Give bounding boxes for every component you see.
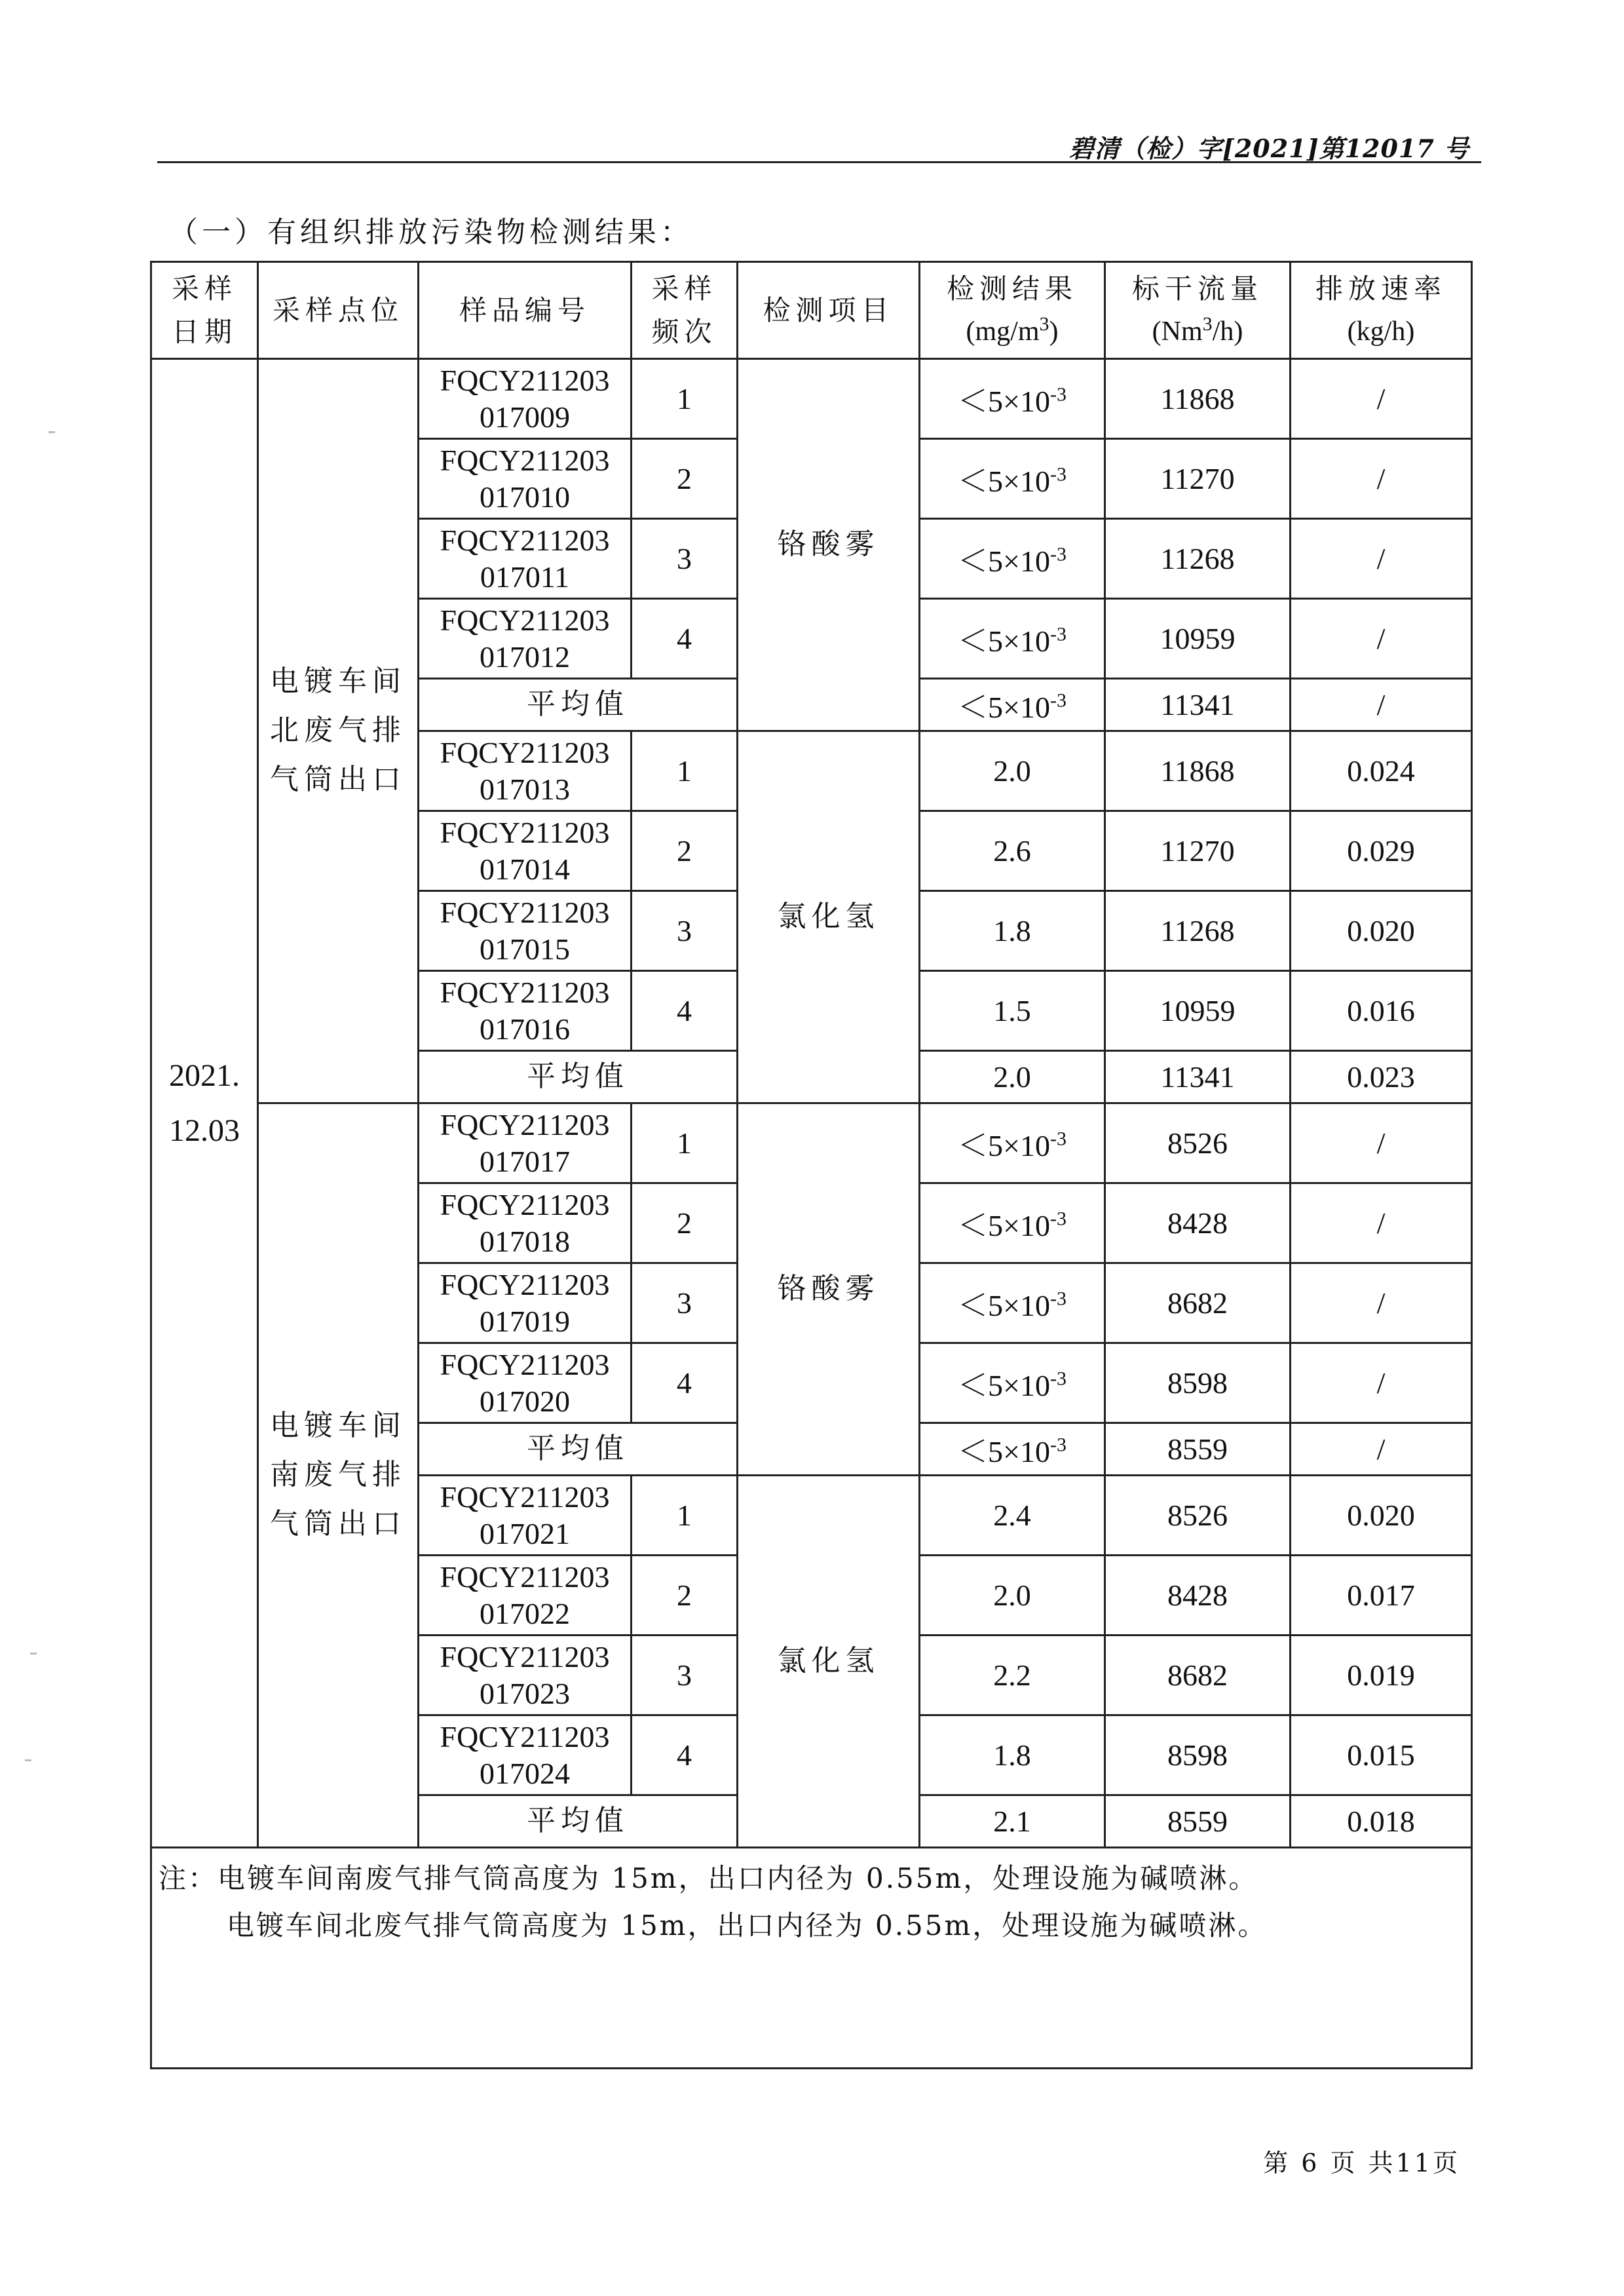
page-number: 第 6 页 共11页	[1263, 2149, 1460, 2177]
result-mantissa: ＜5×10	[958, 1288, 1050, 1322]
sampling-site-line: 北废气排	[270, 714, 406, 748]
rate-value: /	[1291, 599, 1472, 679]
result-value	[920, 519, 1105, 599]
test-item: 铬酸雾	[738, 359, 920, 731]
header-rate-unit: (kg/h)	[1347, 316, 1415, 347]
result-exponent: -3	[1049, 1128, 1067, 1150]
rate-value: /	[1291, 439, 1472, 519]
sample-number-line1: FQCY211203	[440, 444, 610, 478]
sampling-site	[258, 1103, 419, 1848]
header-sample-no: 样品编号	[419, 262, 632, 359]
sample-number-line2: 017021	[480, 1516, 570, 1550]
sample-number	[419, 1636, 632, 1715]
sampling-date	[151, 359, 258, 1848]
average-flow: 8559	[1105, 1795, 1291, 1848]
header-rate-label: 排放速率	[1315, 273, 1446, 305]
rate-value: 0.024	[1291, 731, 1472, 811]
sampling-frequency: 4	[632, 1715, 738, 1795]
note-text-1: 电镀车间南废气排气筒高度为 15m，出口内径为 0.55m，处理设施为碱喷淋。	[217, 1862, 1258, 1894]
sample-number-line1: FQCY211203	[440, 524, 610, 558]
sample-number-line1: FQCY211203	[440, 1268, 610, 1302]
result-value	[920, 1423, 1105, 1476]
result-exponent: -3	[1049, 1368, 1067, 1390]
result-value: 2.0	[920, 1051, 1105, 1103]
scan-mark	[30, 1653, 37, 1655]
average-rate: /	[1291, 679, 1472, 731]
table-row	[151, 1103, 1472, 1183]
sample-number-line2: 017016	[480, 1012, 570, 1046]
sampling-frequency: 1	[632, 731, 738, 811]
rate-value: 0.016	[1291, 971, 1472, 1051]
average-rate: 0.018	[1291, 1795, 1472, 1848]
average-label: 平均值	[419, 1423, 738, 1476]
header-frequency	[632, 262, 738, 359]
header-date	[151, 262, 258, 359]
average-rate: /	[1291, 1423, 1472, 1476]
flow-value: 8526	[1105, 1476, 1291, 1556]
result-exponent: -3	[1049, 383, 1067, 406]
sample-number	[419, 811, 632, 891]
header-flow	[1105, 262, 1291, 359]
result-exponent: -3	[1049, 689, 1067, 712]
header-rate	[1291, 262, 1472, 359]
flow-value: 8598	[1105, 1343, 1291, 1423]
rate-value: /	[1291, 1183, 1472, 1263]
flow-value: 10959	[1105, 599, 1291, 679]
rate-value: 0.029	[1291, 811, 1472, 891]
sampling-frequency: 4	[632, 1343, 738, 1423]
result-value: 2.6	[920, 811, 1105, 891]
sampling-frequency: 3	[632, 1636, 738, 1715]
result-value: 2.0	[920, 1556, 1105, 1636]
sample-number-line2: 017012	[480, 640, 570, 674]
header-flow-unit: (Nm$^3$/h)	[1152, 313, 1243, 347]
header-date-line1: 采样	[171, 273, 237, 305]
result-value	[920, 599, 1105, 679]
sample-number	[419, 731, 632, 811]
sampling-frequency: 3	[632, 519, 738, 599]
sampling-frequency: 4	[632, 599, 738, 679]
header-result-label: 检测结果	[946, 273, 1078, 305]
result-value	[920, 439, 1105, 519]
sample-number	[419, 439, 632, 519]
flow-value: 11268	[1105, 891, 1291, 971]
flow-value: 10959	[1105, 971, 1291, 1051]
sample-number-line1: FQCY211203	[440, 1560, 610, 1594]
table-header-row	[151, 262, 1472, 359]
result-exponent: -3	[1049, 463, 1067, 486]
result-value: 2.4	[920, 1476, 1105, 1556]
sampling-frequency: 1	[632, 359, 738, 439]
result-exponent: -3	[1049, 1288, 1067, 1310]
scan-mark	[25, 1759, 31, 1761]
header-flow-label: 标干流量	[1131, 273, 1263, 305]
result-exponent: -3	[1049, 1208, 1067, 1230]
sample-number-line2: 017010	[480, 480, 570, 514]
report-number: 碧清（检）字[2021]第12017 号	[1068, 134, 1469, 163]
notes-cell	[151, 1848, 1472, 2069]
average-rate: 0.023	[1291, 1051, 1472, 1103]
sample-number	[419, 1715, 632, 1795]
test-item: 氯化氢	[738, 731, 920, 1103]
result-value	[920, 1103, 1105, 1183]
test-item: 铬酸雾	[738, 1103, 920, 1476]
sample-number-line2: 017022	[480, 1596, 570, 1630]
result-mantissa: ＜5×10	[958, 544, 1050, 578]
result-exponent: -3	[1049, 543, 1067, 565]
sampling-frequency: 4	[632, 971, 738, 1051]
rate-value: 0.020	[1291, 1476, 1472, 1556]
sampling-site-line: 南废气排	[270, 1458, 406, 1492]
sample-number-line1: FQCY211203	[440, 1640, 610, 1674]
average-label: 平均值	[419, 1051, 738, 1103]
flow-value: 8526	[1105, 1103, 1291, 1183]
sample-number-line2: 017014	[480, 852, 570, 886]
sampling-site-line: 气筒出口	[270, 762, 406, 796]
note-line-2	[152, 1902, 1471, 1949]
sampling-frequency: 2	[632, 1556, 738, 1636]
sample-number-line2: 017015	[480, 932, 570, 966]
sample-number-line1: FQCY211203	[440, 1720, 610, 1754]
sample-number-line2: 017024	[480, 1756, 570, 1790]
rate-value: /	[1291, 1343, 1472, 1423]
sample-number	[419, 1183, 632, 1263]
average-flow: 11341	[1105, 1051, 1291, 1103]
notes-row	[151, 1848, 1472, 2069]
average-label: 平均值	[419, 679, 738, 731]
sample-number-line1: FQCY211203	[440, 736, 610, 770]
sample-number-line2: 017017	[480, 1144, 570, 1178]
average-label: 平均值	[419, 1795, 738, 1848]
result-mantissa: ＜5×10	[958, 690, 1050, 724]
result-value	[920, 679, 1105, 731]
result-mantissa: ＜5×10	[958, 1434, 1050, 1468]
header-item: 检测项目	[738, 262, 920, 359]
header-result	[920, 262, 1105, 359]
flow-value: 11868	[1105, 359, 1291, 439]
rate-value: 0.020	[1291, 891, 1472, 971]
sampling-frequency: 2	[632, 1183, 738, 1263]
sampling-site-line: 电镀车间	[270, 1409, 406, 1443]
sampling-site-line: 气筒出口	[270, 1506, 406, 1540]
sampling-site	[258, 359, 419, 1103]
result-value: 2.0	[920, 731, 1105, 811]
sample-number	[419, 599, 632, 679]
note-label: 注：	[159, 1862, 218, 1894]
rate-value: /	[1291, 1263, 1472, 1343]
sample-number	[419, 1343, 632, 1423]
rate-value: 0.015	[1291, 1715, 1472, 1795]
result-mantissa: ＜5×10	[958, 1368, 1050, 1402]
note-line-1	[152, 1848, 1471, 1902]
result-value: 1.8	[920, 891, 1105, 971]
result-mantissa: ＜5×10	[958, 1208, 1050, 1242]
header-divider	[157, 161, 1481, 163]
sample-number-line2: 017019	[480, 1304, 570, 1338]
sample-number-line1: FQCY211203	[440, 1480, 610, 1514]
header-result-unit: $(mg/m^3)$	[966, 313, 1059, 347]
sample-number-line2: 017009	[480, 400, 570, 434]
sample-number-line1: FQCY211203	[440, 1348, 610, 1382]
sample-number	[419, 519, 632, 599]
result-exponent: -3	[1049, 1434, 1067, 1456]
sample-number	[419, 971, 632, 1051]
rate-value: 0.017	[1291, 1556, 1472, 1636]
result-value	[920, 1343, 1105, 1423]
flow-value: 11270	[1105, 811, 1291, 891]
sample-number-line1: FQCY211203	[440, 603, 610, 638]
sample-number-line2: 017013	[480, 772, 570, 806]
sampling-site-line: 电镀车间	[270, 664, 406, 698]
sample-number-line1: FQCY211203	[440, 896, 610, 930]
header-date-line2: 日期	[171, 315, 237, 348]
sample-number-line1: FQCY211203	[440, 976, 610, 1010]
sample-number	[419, 1263, 632, 1343]
average-flow: 11341	[1105, 679, 1291, 731]
scan-mark	[48, 431, 55, 433]
flow-value: 8682	[1105, 1263, 1291, 1343]
sample-number-line2: 017011	[480, 560, 570, 594]
sampling-frequency: 2	[632, 439, 738, 519]
sample-number	[419, 1476, 632, 1556]
sample-number-line1: FQCY211203	[440, 364, 610, 398]
result-value: 2.2	[920, 1636, 1105, 1715]
sampling-frequency: 3	[632, 1263, 738, 1343]
sampling-frequency: 1	[632, 1103, 738, 1183]
sample-number-line2: 017023	[480, 1676, 570, 1710]
result-value: 1.5	[920, 971, 1105, 1051]
table-row	[151, 359, 1472, 439]
sample-number	[419, 1556, 632, 1636]
test-item: 氯化氢	[738, 1476, 920, 1848]
sampling-date-line1: 2021.	[169, 1058, 240, 1093]
rate-value: 0.019	[1291, 1636, 1472, 1715]
flow-value: 11270	[1105, 439, 1291, 519]
sample-number	[419, 359, 632, 439]
rate-value: /	[1291, 359, 1472, 439]
flow-value: 8428	[1105, 1556, 1291, 1636]
result-value: 2.1	[920, 1795, 1105, 1848]
header-frequency-line1: 采样	[651, 273, 717, 305]
flow-value: 8682	[1105, 1636, 1291, 1715]
sample-number-line2: 017018	[480, 1224, 570, 1258]
flow-value: 11868	[1105, 731, 1291, 811]
sample-number-line1: FQCY211203	[440, 1108, 610, 1142]
header-frequency-line2: 频次	[651, 315, 717, 348]
rate-value: /	[1291, 1103, 1472, 1183]
flow-value: 8428	[1105, 1183, 1291, 1263]
sample-number	[419, 891, 632, 971]
result-value	[920, 1183, 1105, 1263]
result-mantissa: ＜5×10	[958, 384, 1050, 418]
results-table	[150, 261, 1473, 2069]
flow-value: 8598	[1105, 1715, 1291, 1795]
result-mantissa: ＜5×10	[958, 624, 1050, 658]
result-exponent: -3	[1049, 623, 1067, 645]
sample-number-line2: 017020	[480, 1384, 570, 1418]
sample-number-line1: FQCY211203	[440, 816, 610, 850]
result-mantissa: ＜5×10	[958, 1128, 1050, 1162]
result-value	[920, 1263, 1105, 1343]
sampling-frequency: 3	[632, 891, 738, 971]
header-site: 采样点位	[258, 262, 419, 359]
rate-value: /	[1291, 519, 1472, 599]
sample-number-line1: FQCY211203	[440, 1188, 610, 1222]
note-text-2: 电镀车间北废气排气筒高度为 15m，出口内径为 0.55m，处理设施为碱喷淋。	[227, 1909, 1268, 1942]
result-mantissa: ＜5×10	[958, 464, 1050, 498]
average-flow: 8559	[1105, 1423, 1291, 1476]
result-value	[920, 359, 1105, 439]
section-title: （一）有组织排放污染物检测结果：	[169, 216, 693, 249]
sample-number	[419, 1103, 632, 1183]
result-value: 1.8	[920, 1715, 1105, 1795]
sampling-frequency: 1	[632, 1476, 738, 1556]
sampling-date-line2: 12.03	[169, 1113, 240, 1148]
flow-value: 11268	[1105, 519, 1291, 599]
sampling-frequency: 2	[632, 811, 738, 891]
